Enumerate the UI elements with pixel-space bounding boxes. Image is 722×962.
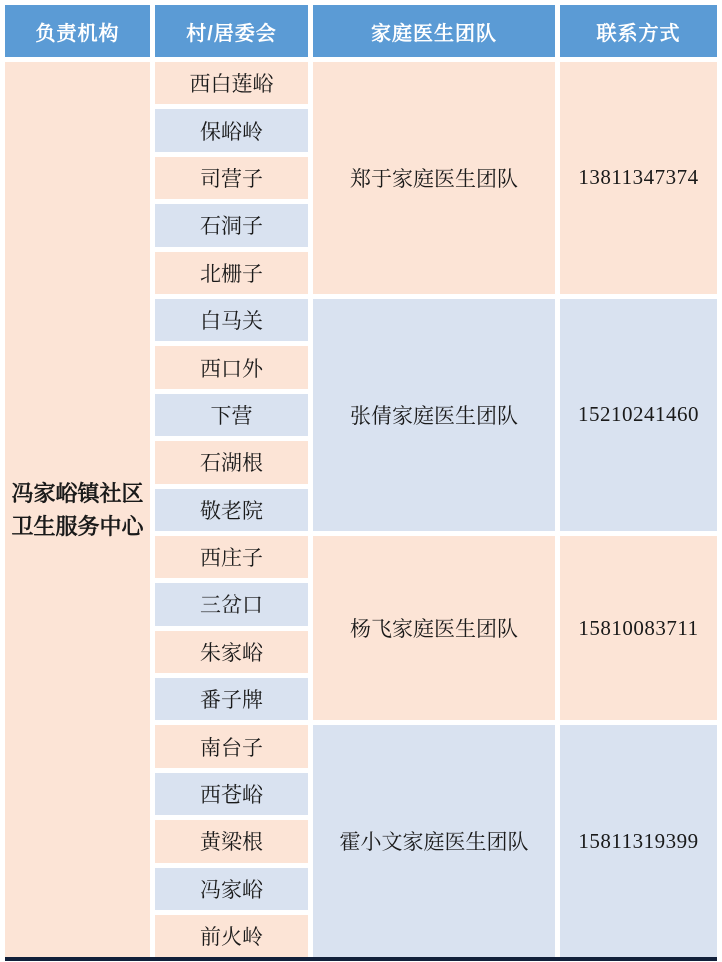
village-cell: 西庄子 <box>155 536 308 578</box>
village-cell: 保峪岭 <box>155 109 308 151</box>
team-cell: 张倩家庭医生团队 <box>313 299 555 531</box>
phone-cell: 15210241460 <box>560 299 717 531</box>
header-cell-contact: 联系方式 <box>560 5 717 57</box>
phone-cell: 13811347374 <box>560 62 717 294</box>
village-cell: 黄梁根 <box>155 820 308 862</box>
phone-cell: 15810083711 <box>560 536 717 721</box>
village-cell: 冯家峪 <box>155 868 308 910</box>
village-cell: 西苍峪 <box>155 773 308 815</box>
team-cell: 杨飞家庭医生团队 <box>313 536 555 721</box>
village-cell: 番子牌 <box>155 678 308 720</box>
village-cell: 西白莲峪 <box>155 62 308 104</box>
org-cell: 冯家峪镇社区卫生服务中心 <box>5 62 150 957</box>
village-cell: 前火岭 <box>155 915 308 957</box>
village-cell: 司营子 <box>155 157 308 199</box>
village-cell: 西口外 <box>155 346 308 388</box>
village-cell: 三岔口 <box>155 583 308 625</box>
team-cell: 霍小文家庭医生团队 <box>313 725 555 957</box>
header-cell-organization: 负责机构 <box>5 5 150 57</box>
village-cell: 北栅子 <box>155 252 308 294</box>
village-cell: 白马关 <box>155 299 308 341</box>
header-cell-village: 村/居委会 <box>155 5 308 57</box>
village-cell: 敬老院 <box>155 489 308 531</box>
health-teams-table <box>5 5 717 961</box>
phone-cell: 15811319399 <box>560 725 717 957</box>
village-cell: 朱家峪 <box>155 631 308 673</box>
village-cell: 下营 <box>155 394 308 436</box>
village-cell: 石洞子 <box>155 204 308 246</box>
team-cell: 郑于家庭医生团队 <box>313 62 555 294</box>
village-cell: 南台子 <box>155 725 308 767</box>
header-cell-team: 家庭医生团队 <box>313 5 555 57</box>
table-grid <box>5 5 717 957</box>
village-cell: 石湖根 <box>155 441 308 483</box>
table-bottom-border <box>5 957 717 961</box>
